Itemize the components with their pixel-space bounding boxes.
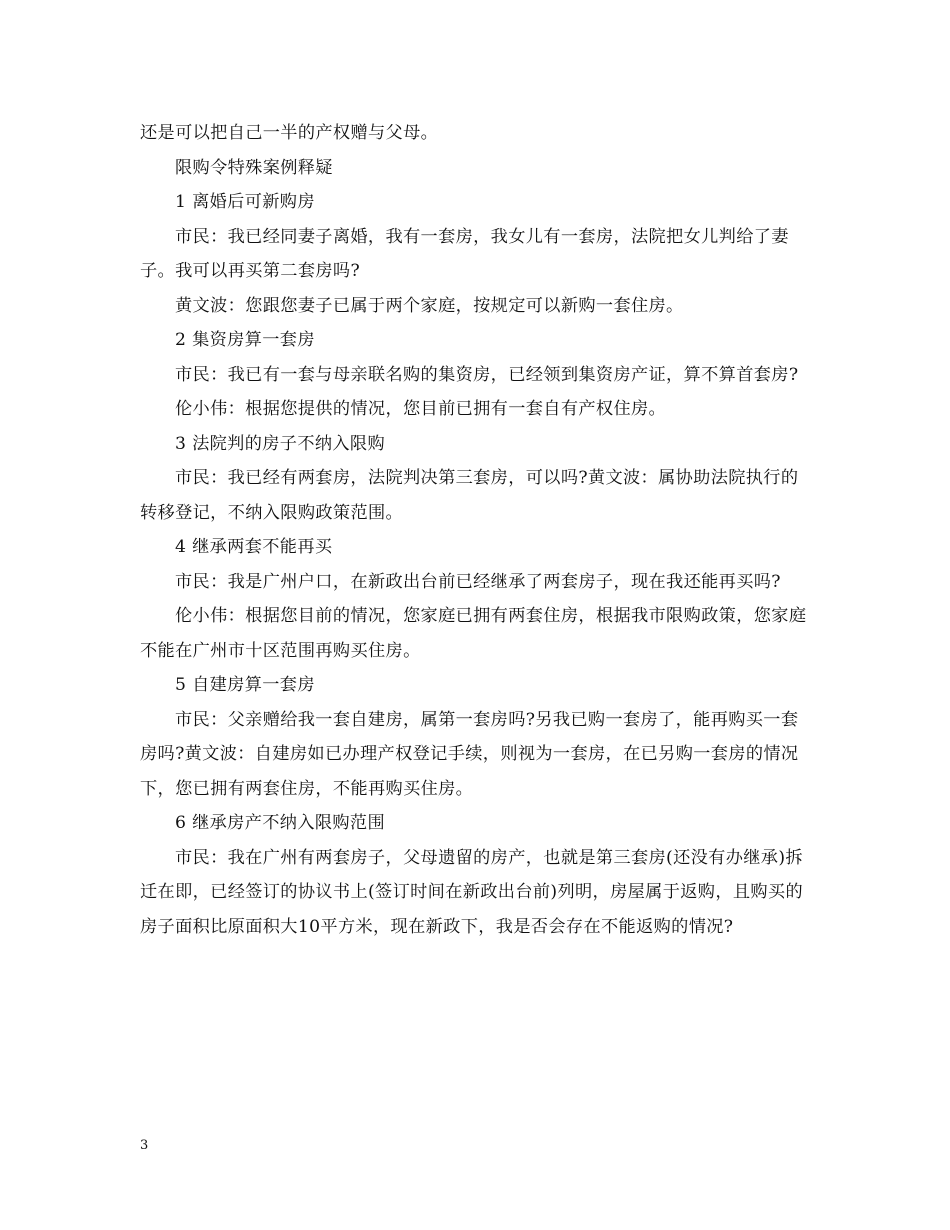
official-answer-2: 伦小伟：根据您提供的情况，您目前已拥有一套自有产权住房。	[175, 399, 667, 419]
case-heading-1: 1 离婚后可新购房	[175, 192, 315, 212]
page-number: 3	[140, 1138, 149, 1153]
citizen-question-1: 市民：我已经同妻子离婚，我有一套房，我女儿有一套房，法院把女儿判给了妻子。我可以再买第二套房吗?	[140, 226, 789, 281]
official-answer-1: 黄文波：您跟您妻子已属于两个家庭，按规定可以新购一套住房。	[175, 295, 684, 316]
citizen-question-5: 市民：父亲赠给我一套自建房，属第一套房吗?另我已购一套房了，能再购买一套房吗?黄文波：自建房如已办理产权登记手续，则视为一套房，在已另购一套房的情况下，您已拥有两套住房，不能再购买住房。	[140, 709, 799, 799]
citizen-question-4: 市民：我是广州户口，在新政出台前已经继承了两套房子，现在我还能再买吗?	[175, 571, 781, 592]
section-heading: 限购令特殊案例释疑	[175, 157, 333, 178]
case-heading-3: 3 法院判的房子不纳入限购	[175, 433, 386, 454]
case-heading-6: 6 继承房产不纳入限购范围	[175, 813, 386, 833]
document-body	[140, 116, 812, 944]
paragraph-continuation: 还是可以把自己一半的产权赠与父母。	[140, 123, 439, 143]
case-heading-2: 2 集资房算一套房	[175, 330, 315, 350]
citizen-question-3: 市民：我已经有两套房，法院判决第三套房，可以吗?黄文波：属协助法院执行的转移登记，不纳入限购政策范围。	[140, 468, 799, 523]
citizen-question-6: 市民：我在广州有两套房子，父母遗留的房产，也就是第三套房(还没有办继承)拆迁在即，已经签订的协议书上(签订时间在新政出台前)列明，房屋属于返购，且购买的房子面积比原面积大10平方米，现在新政下，我是否会存在不能返购的情况?	[140, 847, 804, 937]
citizen-question-2: 市民：我已有一套与母亲联名购的集资房，已经领到集资房产证，算不算首套房?	[175, 364, 799, 385]
case-heading-4: 4 继承两套不能再买	[175, 537, 333, 557]
case-heading-5: 5 自建房算一套房	[175, 675, 315, 695]
official-answer-4: 伦小伟：根据您目前的情况，您家庭已拥有两套住房，根据我市限购政策，您家庭不能在广州市十区范围再购买住房。	[140, 606, 807, 661]
